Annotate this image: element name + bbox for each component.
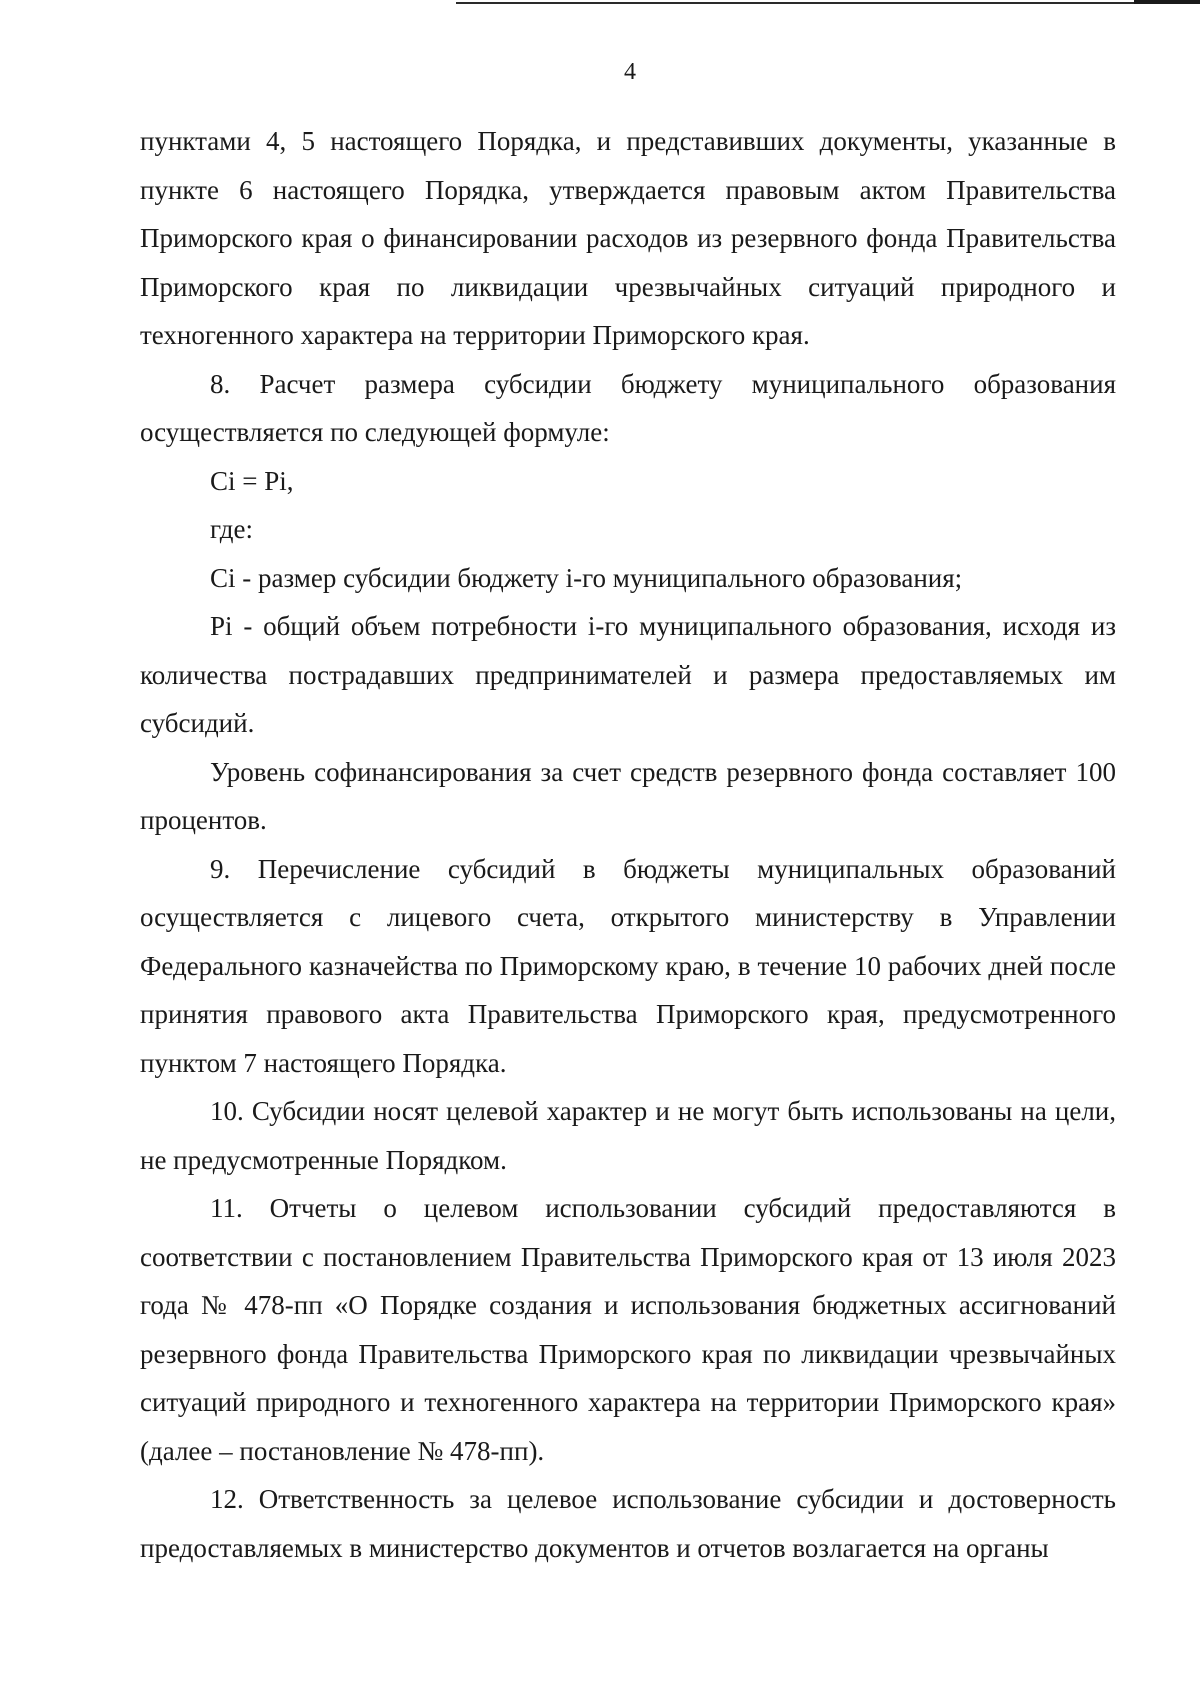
where-label: где: [210, 514, 253, 544]
cofinancing-level: Уровень софинансирования за счет средств резервного фонда составляет 100 процентов. [140, 756, 1116, 835]
top-rule-mark [1134, 0, 1200, 4]
paragraph-10: 10. Субсидии носят целевой характер и не могут быть использованы на цели, не предусмотренные Порядком. [140, 1096, 1116, 1175]
formula: Ci = Pi, [210, 465, 294, 496]
document-body [140, 117, 1116, 1572]
ci-definition: Ci - размер субсидии бюджету i-го муниципального образования; [210, 562, 963, 593]
top-rule [456, 2, 1200, 4]
paragraph-8: 8. Расчет размера субсидии бюджету муниципального образования осуществляется по следующей формуле: [140, 368, 1116, 447]
paragraph-9: 9. Перечисление субсидий в бюджеты муниципальных образований осуществляется с лицевого счета, открытого министерству в Управлении Федерального казначейства по Приморскому краю, в течение 10 рабочих дней после принятия правового акта Правительства Приморского края, предусмотренного пунктом 7 настоящего Порядка. [140, 853, 1116, 1078]
paragraph-11: 11. Отчеты о целевом использовании субсидий предоставляются в соответствии с постановлением Правительства Приморского края от 13 июля 2023 года № 478-пп «О Порядке создания и использования бюджетных ассигнований резервного фонда Правительства Приморского края по ликвидации чрезвычайных ситуаций природного и техногенного характера на территории Приморского края» (далее – постановление № 478-пп). [140, 1193, 1116, 1466]
paragraph-continuation: пунктами 4, 5 настоящего Порядка, и представивших документы, указанные в пункте 6 настоящего Порядка, утверждается правовым актом Правительства Приморского края о финансировании расходов из резервного фонда Правительства Приморского края по ликвидации чрезвычайных ситуаций природного и техногенного характера на территории Приморского края. [140, 126, 1116, 350]
pi-definition: Pi - общий объем потребности i-го муниципального образования, исходя из количества пострадавших предпринимателей и размера предоставляемых им субсидий. [140, 611, 1116, 738]
paragraph-12: 12. Ответственность за целевое использование субсидии и достоверность предоставляемых в министерство документов и отчетов возлагается на органы [140, 1484, 1116, 1563]
page-number: 4 [624, 59, 636, 85]
